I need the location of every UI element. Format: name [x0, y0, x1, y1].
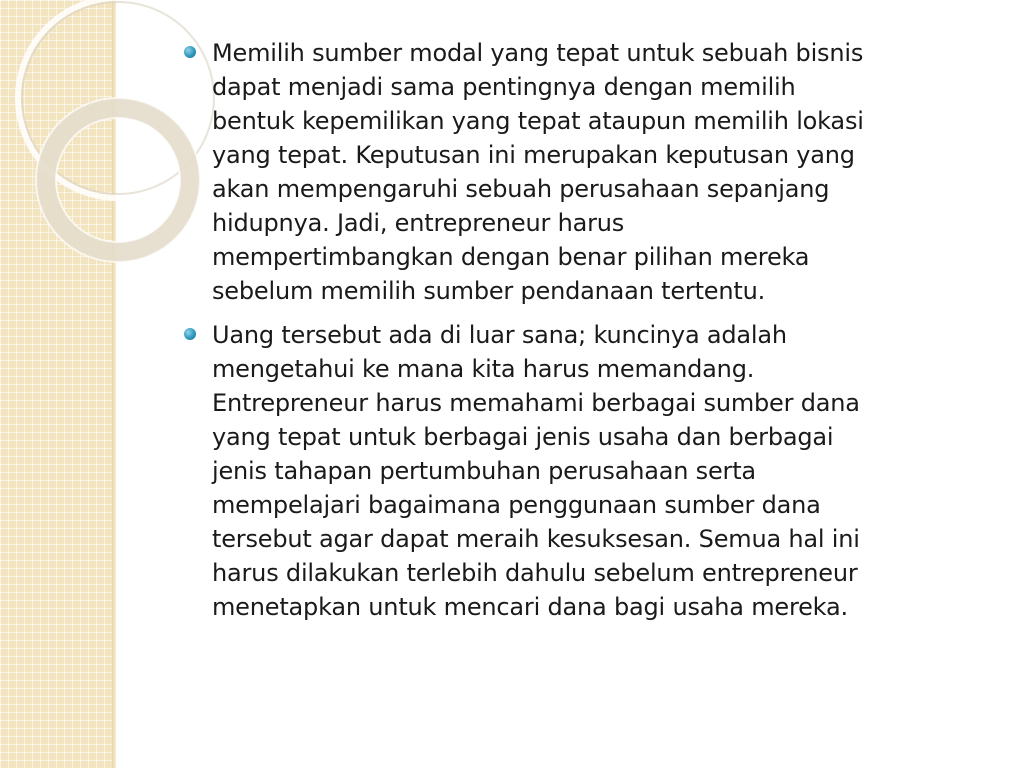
bullet-item	[180, 318, 1000, 624]
bullet-text: Memilih sumber modal yang tepat untuk sebuah bisnis dapat menjadi sama pentingnya dengan memilih bentuk kepemilikan yang tepat ataupun memilih lokasi yang tepat. Keputusan ini merupakan keputusan yang akan mempengaruhi sebuah perusahaan sepanjang hidupnya. Jadi, entrepreneur harus mempertimbangkan dengan benar pilihan mereka sebelum memilih sumber pendanaan tertentu.	[212, 39, 864, 305]
decorative-rings-icon	[0, 0, 130, 270]
slide-content	[180, 36, 1000, 634]
bullet-item	[180, 36, 1000, 308]
bullet-dot-icon	[184, 328, 196, 340]
bullet-dot-icon	[184, 46, 196, 58]
bullet-list	[180, 36, 1000, 624]
bullet-text: Uang tersebut ada di luar sana; kuncinya adalah mengetahui ke mana kita harus memandang. Entrepreneur harus memahami berbagai sumber dana yang tepat untuk berbagai jenis usaha dan berbagai jenis tahapan pertumbuhan perusahaan serta mempelajari bagaimana penggunaan sumber dana tersebut agar dapat meraih kesuksesan. Semua hal ini harus dilakukan terlebih dahulu sebelum entrepreneur menetapkan untuk mencari dana bagi usaha mereka.	[212, 321, 860, 621]
